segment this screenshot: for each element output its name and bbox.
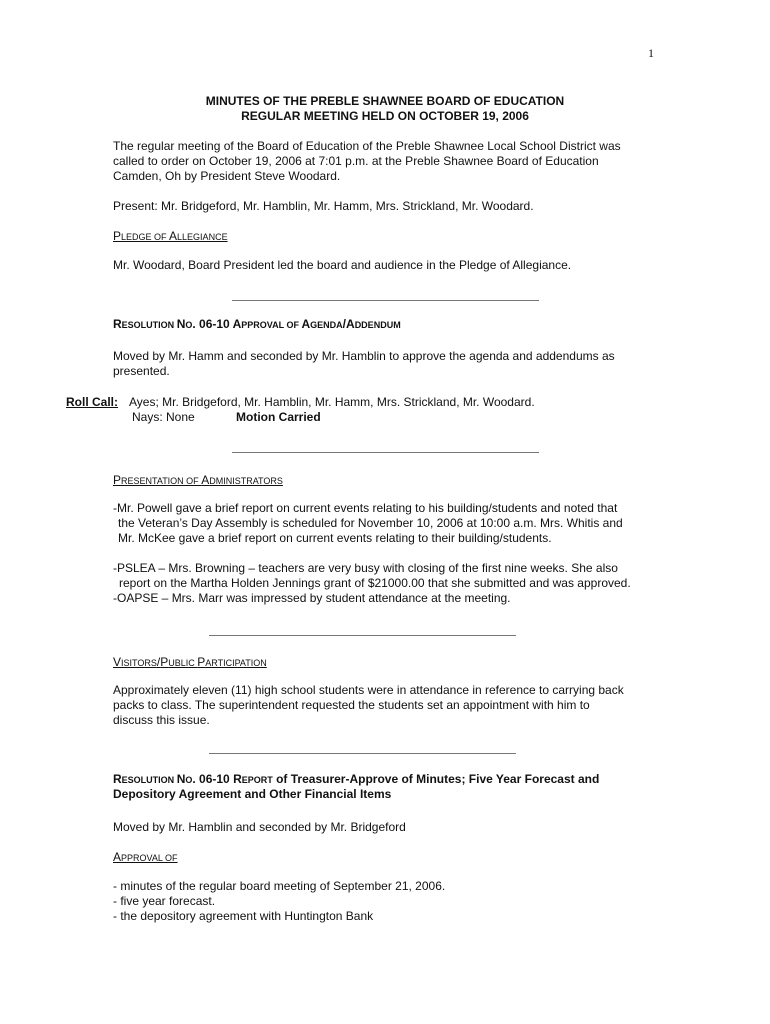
administrators-heading: PRESENTATION OF ADMINISTRATORS [113,473,283,487]
intro-paragraph [113,139,621,184]
section-divider [209,635,516,636]
report-line: the Veteran’s Day Assembly is scheduled for November 10, 2006 at 10:00 a.m. Mrs. Whitis and [118,516,623,530]
motion-line: presented. [113,364,170,378]
motion-line: Moved by Mr. Hamm and seconded by Mr. Hamblin to approve the agenda and addendums as [113,349,615,363]
intro-line: The regular meeting of the Board of Education of the Preble Shawnee Local School District was [113,139,621,153]
list-item: - the depository agreement with Huntington Bank [113,909,374,923]
visitors-line: discuss this issue. [113,713,210,727]
approval-list [113,879,445,924]
pledge-heading: PLEDGE OF ALLEGIANCE [113,229,228,243]
report-line: -Mr. Powell gave a brief report on current events relating to his building/students and noted that [113,501,618,515]
resolution-heading: RESOLUTION NO. 06-10 APPROVAL OF AGENDA/ADDENDUM [113,317,401,331]
approval-heading: APPROVAL OF [113,850,178,864]
report-line: Mr. McKee gave a brief report on current events relating to their building/students. [118,531,552,545]
visitors-paragraph [113,683,624,728]
union-reports [113,561,631,606]
attendance-present: Present: Mr. Bridgeford, Mr. Hamblin, Mr. Hamm, Mrs. Strickland, Mr. Woodard. [113,199,534,213]
page-number: 1 [648,46,654,60]
resolution-motion [113,349,615,379]
motion-result: Motion Carried [236,410,321,424]
intro-line: Camden, Oh by President Steve Woodard. [113,169,341,183]
roll-call-nays: Nays: None [132,410,195,424]
visitors-line: packs to class. The superintendent requested the students set an appointment with him to [113,698,590,712]
section-divider [232,452,539,453]
intro-line: called to order on October 19, 2006 at 7:01 p.m. at the Preble Shawnee Board of Education [113,154,599,168]
roll-call-label: Roll Call: [66,395,119,409]
report-line: -OAPSE – Mrs. Marr was impressed by student attendance at the meeting. [113,591,511,605]
resolution-heading: RESOLUTION NO. 06-10 REPORT of Treasurer-Approve of Minutes; Five Year Forecast and [113,772,600,786]
roll-call-ayes: Ayes; Mr. Bridgeford, Mr. Hamblin, Mr. Hamm, Mrs. Strickland, Mr. Woodard. [129,395,535,409]
section-divider [232,300,539,301]
list-item: - five year forecast. [113,894,216,908]
resolution-motion: Moved by Mr. Hamblin and seconded by Mr. Bridgeford [113,820,406,834]
visitors-line: Approximately eleven (11) high school students were in attendance in reference to carrying back [113,683,624,697]
list-item: - minutes of the regular board meeting of September 21, 2006. [113,879,446,893]
report-line: -PSLEA – Mrs. Browning – teachers are very busy with closing of the first nine weeks. She also [113,561,618,575]
pledge-text: Mr. Woodard, Board President led the board and audience in the Pledge of Allegiance. [113,258,572,272]
report-line: report on the Martha Holden Jennings grant of $21000.00 that she submitted and was approved. [119,576,631,590]
section-divider [209,753,516,754]
document-title: MINUTES OF THE PREBLE SHAWNEE BOARD OF EDUCATION [205,94,565,108]
visitors-heading: VISITORS/PUBLIC PARTICIPATION [113,655,267,669]
document-subtitle: REGULAR MEETING HELD ON OCTOBER 19, 2006 [241,109,529,123]
administrators-report [113,501,623,546]
resolution-heading-cont: Depository Agreement and Other Financial Items [113,787,392,801]
